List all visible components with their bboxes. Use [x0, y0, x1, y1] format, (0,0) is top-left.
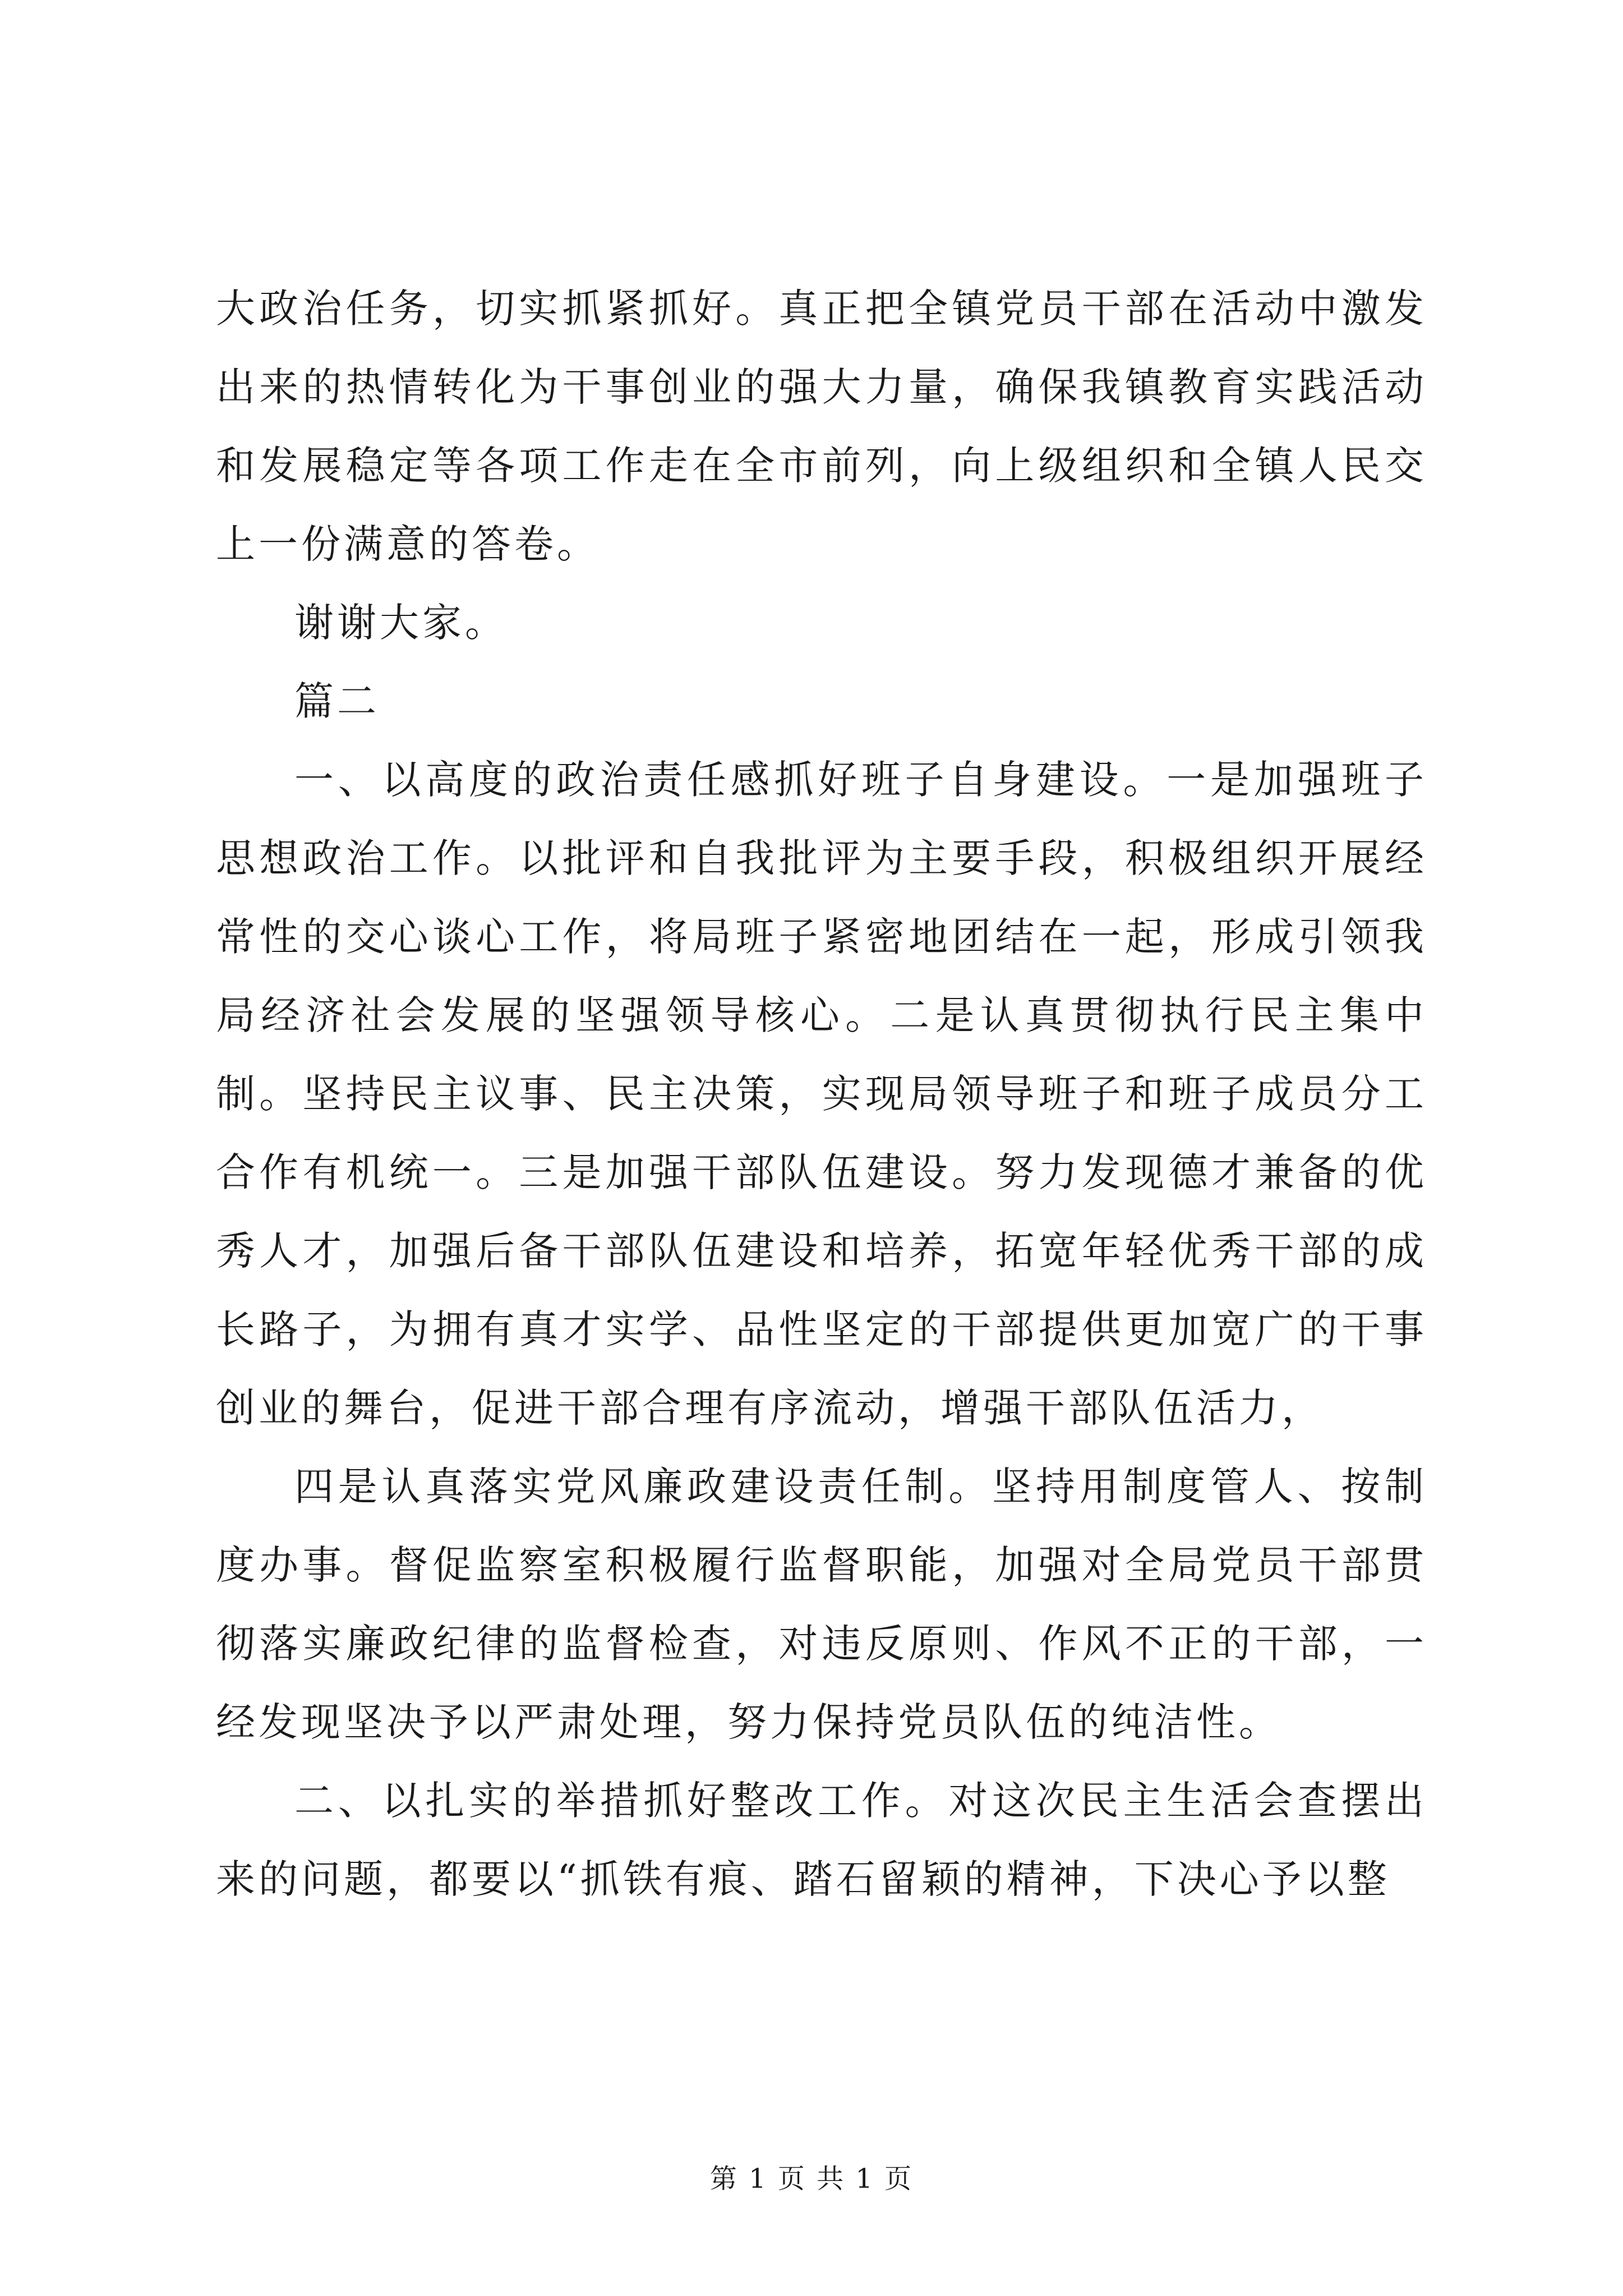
paragraph-continued: 大政治任务，切实抓紧抓好。真正把全镇党员干部在活动中激发出来的热情转化为干事创业的强大力量，确保我镇教育实践活动和发展稳定等各项工作走在全市前列，向上级组织和全镇人民交上一份满意的答卷。	[216, 286, 1427, 567]
paragraph-section-1-item-4: 四是认真落实党风廉政建设责任制。坚持用制度管人、按制度办事。督促监察室积极履行监督职能，加强对全局党员干部贯彻落实廉政纪律的监督检查，对违反原则、作风不正的干部，一经发现坚决予以严肃处理，努力保持党员队伍的纯洁性。	[216, 1464, 1427, 1745]
page-footer: 第 1 页 共 1 页	[709, 2163, 914, 2194]
paragraph-section-1: 一、以高度的政治责任感抓好班子自身建设。一是加强班子思想政治工作。以批评和自我批评为主要手段，积极组织开展经常性的交心谈心工作，将局班子紧密地团结在一起，形成引领我局经济社会发展的坚强领导核心。二是认真贯彻执行民主集中制。坚持民主议事、民主决策，实现局领导班子和班子成员分工合作有机统一。三是加强干部队伍建设。努力发现德才兼备的优秀人才，加强后备干部队伍建设和培养，拓宽年轻优秀干部的成长路子，为拥有真才实学、品性坚定的干部提供更加宽广的干事创业的舞台，促进干部合理有序流动，增强干部队伍活力，	[216, 757, 1427, 1431]
section-heading: 篇二	[294, 678, 380, 724]
paragraph-thanks: 谢谢大家。	[294, 600, 508, 646]
paragraph-section-2: 二、以扎实的举措抓好整改工作。对这次民主生活会查摆出来的问题，都要以“抓铁有痕、踏石留颖的精神，下决心予以整	[216, 1778, 1427, 1902]
document-body	[216, 269, 1427, 1918]
